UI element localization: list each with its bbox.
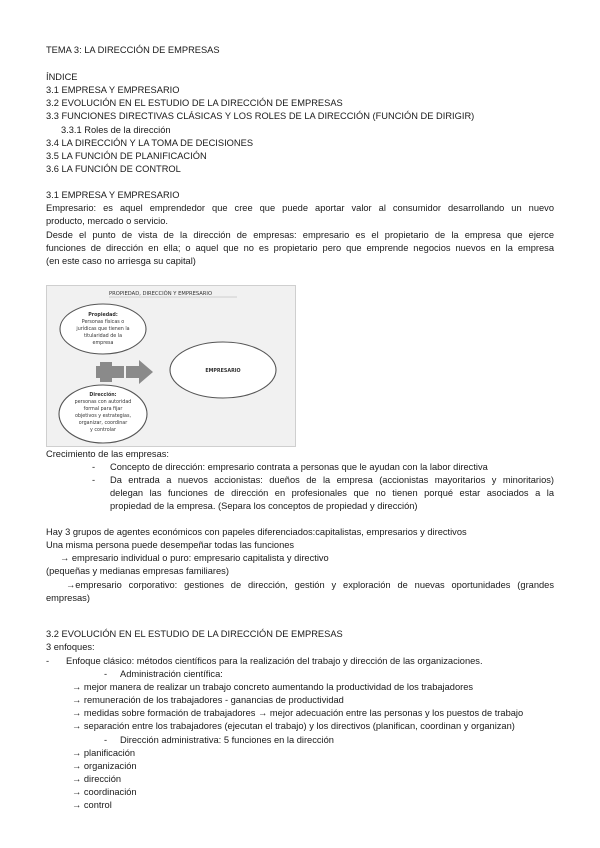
index-item: 3.6 LA FUNCIÓN DE CONTROL — [46, 164, 181, 174]
paragraph-line: funciones de dirección en ella; o aquel que no es propietario pero que emprende negocios nuevos en la empresa — [46, 243, 554, 253]
section-heading: 3.1 EMPRESA Y EMPRESARIO — [46, 190, 180, 200]
index-item: 3.4 LA DIRECCIÓN Y LA TOMA DE DECISIONES — [46, 138, 254, 148]
bullet-text: propiedad de la empresa. (Separa los conceptos de propiedad y dirección) — [110, 501, 418, 511]
document-title: TEMA 3: LA DIRECCIÓN DE EMPRESAS — [46, 45, 220, 55]
diagram-svg — [47, 286, 295, 446]
propiedad-text: empresa — [92, 341, 114, 346]
direccion-text: organizar, coordinar — [78, 421, 128, 426]
list-item: → organización — [72, 761, 137, 771]
list-item: → dirección — [72, 774, 122, 784]
paragraph-line: Una misma persona puede desempeñar todas las funciones — [46, 540, 295, 550]
paragraph-line: Hay 3 grupos de agentes económicos con papeles diferenciados:capitalistas, empresarios y directivos — [46, 527, 467, 537]
direccion-text: objetivos y estrategias, — [74, 414, 132, 419]
propiedad-direccion-diagram — [46, 285, 296, 447]
diagram-title: PROPIEDAD, DIRECCIÓN Y EMPRESARIO — [109, 291, 213, 297]
list-item: → control — [72, 800, 112, 810]
admin-cientifica: Administración científica: — [120, 669, 223, 679]
paragraph-line: Empresario: es aquel emprendedor que cree que puede aportar valor al consumidor desarrollando un nuevo — [46, 203, 554, 213]
index-item: 3.5 LA FUNCIÓN DE PLANIFICACIÓN — [46, 151, 207, 161]
bullet-dash: - — [104, 735, 108, 745]
empresario-label: EMPRESARIO — [205, 369, 241, 374]
paragraph-line: (en este caso no arriesga su capital) — [46, 256, 196, 266]
bullet-text: Da entrada a nuevos accionistas: dueños de la empresa (accionistas mayoritarios y minoritarios) — [110, 475, 554, 485]
arrow-right-icon — [126, 360, 153, 384]
propiedad-label: Propiedad: — [88, 313, 118, 318]
list-item: → planificación — [72, 748, 136, 758]
bullet-dash: - — [92, 462, 96, 472]
propiedad-text: titularidad de la — [83, 334, 123, 339]
paragraph-line: (pequeñas y medianas empresas familiares) — [46, 566, 229, 576]
direccion-text: y controlar — [90, 428, 116, 433]
index-item: 3.2 EVOLUCIÓN EN EL ESTUDIO DE LA DIRECCIÓN DE EMPRESAS — [46, 98, 343, 108]
paragraph-line: producto, mercado o servicio. — [46, 216, 168, 226]
index-subitem: 3.3.1 Roles de la dirección — [61, 125, 171, 135]
crecimiento-heading: Crecimiento de las empresas: — [46, 449, 169, 459]
direccion-label: Dirección: — [89, 393, 117, 398]
bullet-text: Concepto de dirección: empresario contrata a personas que le ayudan con la labor directiva — [110, 462, 488, 472]
propiedad-text: jurídicas que tienen la — [76, 327, 130, 332]
paragraph-line: →empresario corporativo: gestiones de dirección, gestión y exploración de nuevas oportunidades (grandes — [66, 580, 554, 590]
list-item: → mejor manera de realizar un trabajo concreto aumentando la productividad de los trabajadores — [72, 682, 474, 692]
list-item: → medidas sobre formación de trabajadores → mejor adecuación entre las personas y los puestos de trabajo — [72, 708, 524, 718]
index-item: 3.3 FUNCIONES DIRECTIVAS CLÁSICAS Y LOS ROLES DE LA DIRECCIÓN (FUNCIÓN DE DIRIGIR) — [46, 111, 475, 121]
paragraph-line: Desde el punto de vista de la dirección de empresas: empresario es el propietario de la empresa que ejerce — [46, 230, 554, 240]
list-item: → remuneración de los trabajadores - ganancias de productividad — [72, 695, 344, 705]
list-item: → coordinación — [72, 787, 137, 797]
index-heading: ÍNDICE — [46, 72, 78, 82]
direccion-text: personas con autoridad — [74, 400, 132, 405]
paragraph-line: → empresario individual o puro: empresario capitalista y directivo — [60, 553, 329, 563]
list-item: → separación entre los trabajadores (ejecutan el trabajo) y los directivos (planifican, coordinan y organizan) — [72, 721, 515, 731]
bullet-text: delegan las funciones de dirección en profesionales que no tienen porqué estar asociados a la — [110, 488, 554, 498]
paragraph-line: empresas) — [46, 593, 90, 603]
propiedad-text: Personas físicas o — [81, 320, 125, 325]
bullet-dash: - — [92, 475, 96, 485]
bullet-dash: - — [104, 669, 108, 679]
direccion-text: formal para fijar — [83, 407, 123, 412]
index-item: 3.1 EMPRESA Y EMPRESARIO — [46, 85, 180, 95]
direccion-administrativa: Dirección administrativa: 5 funciones en la dirección — [120, 735, 334, 745]
section-heading: 3.2 EVOLUCIÓN EN EL ESTUDIO DE LA DIRECCIÓN DE EMPRESAS — [46, 629, 343, 639]
enfoques-label: 3 enfoques: — [46, 642, 95, 652]
plus-arrow-icon — [96, 362, 124, 382]
enfoque-clasico: Enfoque clásico: métodos científicos para la realización del trabajo y dirección de las organizaciones. — [66, 656, 483, 666]
bullet-dash: - — [46, 656, 50, 666]
